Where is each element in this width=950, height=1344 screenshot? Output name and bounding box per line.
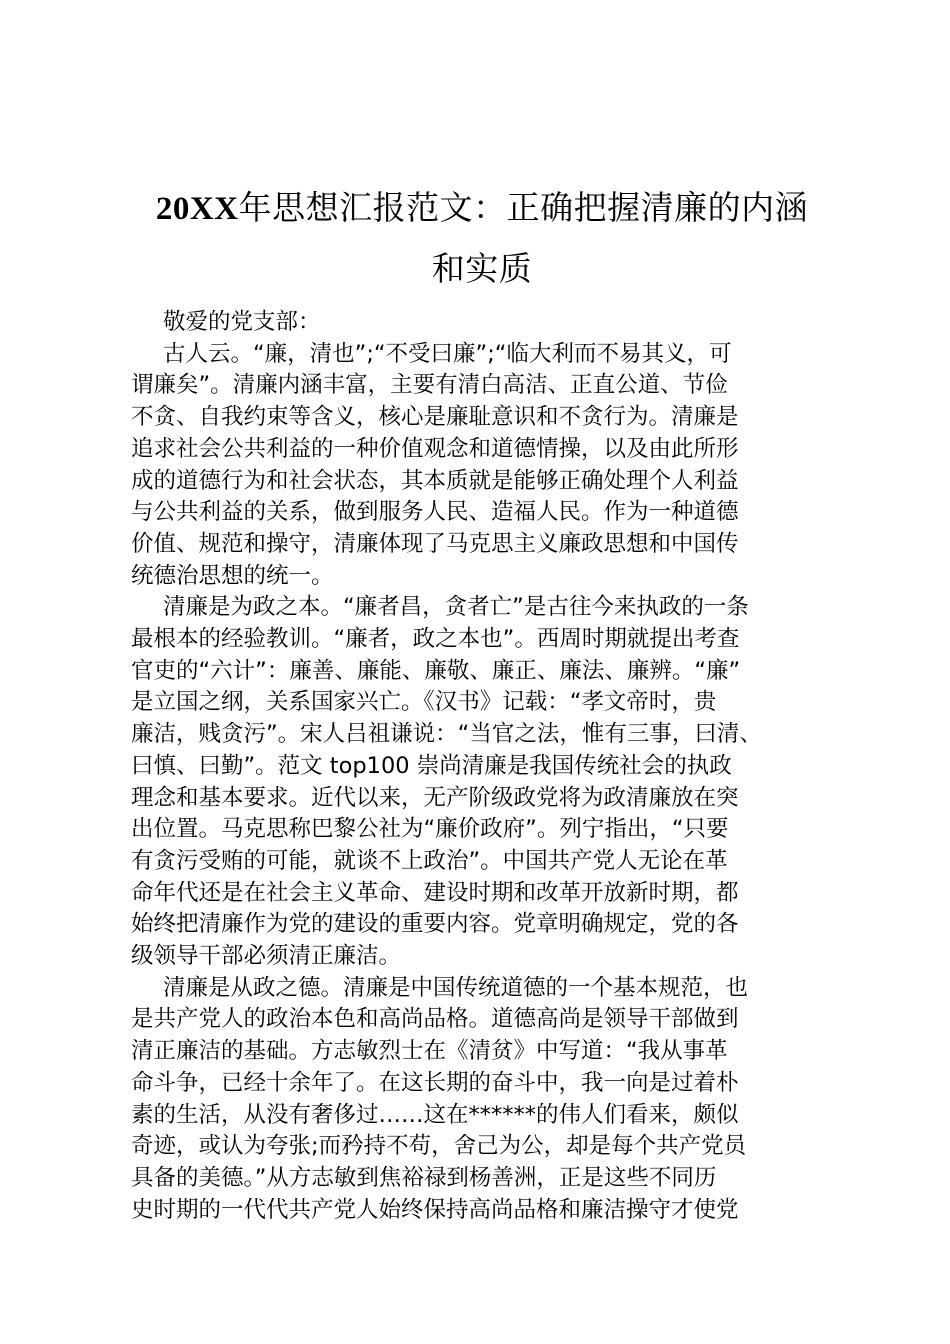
text-line: 不贪、自我约束等含义，核心是廉耻意识和不贪行为。清廉是 [131, 404, 739, 431]
text-line: 清正廉洁的基础。方志敏烈士在《清贫》中写道：“我从事革 [131, 1038, 728, 1065]
text-line: 命斗争，已经十余年了。在这长期的奋斗中，我一向是过着朴 [131, 1069, 739, 1096]
paragraph-governance [131, 592, 833, 972]
text-line: 史时期的一代代共产党人始终保持高尚品格和廉洁操守才使党 [131, 1196, 739, 1223]
text-line: 最根本的经验教训。“廉者，政之本也”。西周时期就提出考查 [131, 626, 740, 653]
text-line: 清廉是从政之德。清廉是中国传统道德的一个基本规范，也 [163, 974, 749, 1001]
document-body [131, 307, 833, 1226]
title-year: 20XX [155, 191, 239, 227]
text-line: 清廉是为政之本。“廉者昌，贪者亡”是古往今来执政的一条 [163, 594, 749, 621]
paragraph-definition [131, 339, 833, 593]
text-line: 理念和基本要求。近代以来，无产阶级政党将为政清廉放在突 [131, 784, 739, 811]
text-line: 是立国之纲，关系国家兴亡。《汉书》记载：“孝文帝时，贵 [131, 689, 717, 716]
text-line: 曰慎、曰勤”。范文 top100 崇尚清廉是我国传统社会的执政 [131, 752, 732, 779]
text-line: 具备的美德。”从方志敏到焦裕禄到杨善洲，正是这些不同历 [131, 1164, 717, 1191]
title-line-1 [131, 178, 833, 239]
text-line: 始终把清廉作为党的建设的重要内容。党章明确规定，党的各 [131, 911, 739, 938]
document-page [131, 178, 833, 1226]
salutation: 敬爱的党支部： [163, 309, 321, 335]
document-title [131, 178, 833, 299]
text-line: 命年代还是在社会主义革命、建设时期和改革开放新时期，都 [131, 879, 739, 906]
text-line: 成的道德行为和社会状态，其本质就是能够正确处理个人利益 [131, 467, 739, 494]
text-line: 官吏的“六计”：廉善、廉能、廉敬、廉正、廉法、廉辨。“廉” [131, 657, 741, 684]
text-line: 古人云。“廉，清也”;“不受曰廉”;“临大利而不易其义，可 [163, 340, 732, 367]
text-line: 出位置。马克思称巴黎公社为“廉价政府”。列宁指出，“只要 [131, 816, 729, 843]
text-line: 与公共利益的关系，做到服务人民、造福人民。作为一种道德 [131, 499, 739, 526]
text-line: 追求社会公共利益的一种价值观念和道德情操，以及由此所形 [131, 435, 739, 462]
paragraph-virtue [131, 973, 833, 1227]
text-line: 统德治思想的统一。 [131, 562, 334, 589]
text-line: 价值、规范和操守，清廉体现了马克思主义廉政思想和中国传 [131, 530, 739, 557]
title-line-1-text: 年思想汇报范文：正确把握清廉的内涵 [238, 188, 809, 227]
text-line: 谓廉矣”。清廉内涵丰富，主要有清白高洁、正直公道、节俭 [131, 372, 728, 399]
text-line: 廉洁，贱贪污”。宋人吕祖谦说：“当官之法，惟有三事，曰清、 [131, 721, 762, 748]
text-line: 奇迹，或认为夸张;而矜持不苟，舍己为公，却是每个共产党员 [131, 1133, 747, 1160]
text-line: 是共产党人的政治本色和高尚品格。道德高尚是领导干部做到 [131, 1006, 739, 1033]
text-line: 有贪污受贿的可能，就谈不上政治”。中国共产党人无论在革 [131, 847, 728, 874]
title-line-2: 和实质 [431, 249, 533, 288]
text-line: 级领导干部必须清正廉洁。 [131, 943, 402, 970]
text-line: 素的生活，从没有奢侈过……这在******的伟人们看来，颇似 [131, 1101, 739, 1128]
